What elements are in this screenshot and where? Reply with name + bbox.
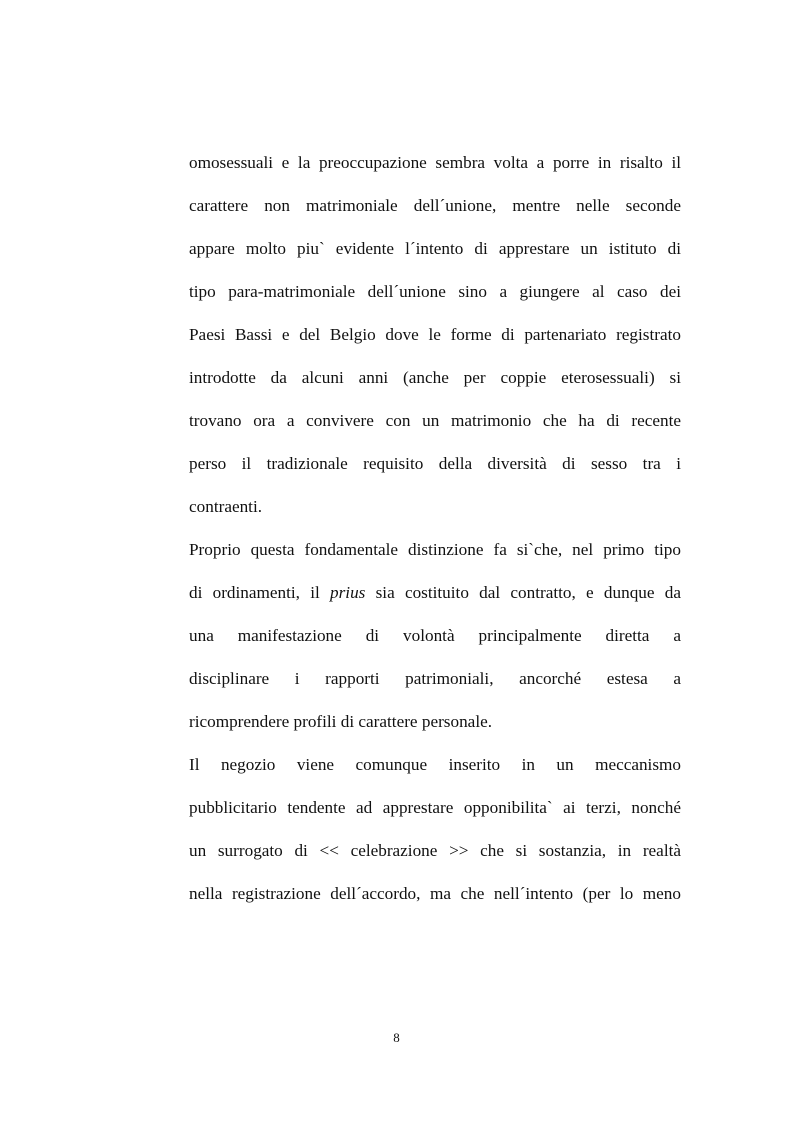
text-line: pubblicitario tendente ad apprestare opponibilita` ai terzi, nonché [189,798,681,817]
text-line: appare molto piu` evidente l´intento di apprestare un istituto di [189,239,681,258]
text-line: introdotte da alcuni anni (anche per coppie eterosessuali) si [189,368,681,387]
text-line: omosessuali e la preoccupazione sembra volta a porre in risalto il [189,153,681,172]
text-line: disciplinare i rapporti patrimoniali, ancorché estesa a [189,669,681,688]
italic-term: prius [330,583,366,602]
text-line: Il negozio viene comunque inserito in un meccanismo [189,755,681,774]
text-line-with-italic [189,582,681,604]
text-line: ricomprendere profili di carattere personale. [189,712,493,731]
text-line: tipo para-matrimoniale dell´unione sino a giungere al caso dei [189,282,681,301]
text-line: una manifestazione di volontà principalmente diretta a [189,626,681,645]
text-segment: di ordinamenti, il [189,583,331,602]
text-line: Proprio questa fondamentale distinzione fa si`che, nel primo tipo [189,540,681,559]
text-line: Paesi Bassi e del Belgio dove le forme di partenariato registrato [189,325,681,344]
text-line: un surrogato di << celebrazione >> che si sostanzia, in realtà [189,841,681,860]
text-line: trovano ora a convivere con un matrimonio che ha di recente [189,411,681,430]
text-segment: sia costituito dal contratto, e dunque da [365,583,681,602]
text-line: carattere non matrimoniale dell´unione, mentre nelle seconde [189,196,681,215]
text-line: nella registrazione dell´accordo, ma che nell´intento (per lo meno [189,884,681,903]
text-line: perso il tradizionale requisito della diversità di sesso tra i [189,454,681,473]
page-number: 8 [393,1030,400,1045]
text-line: contraenti. [189,497,263,516]
